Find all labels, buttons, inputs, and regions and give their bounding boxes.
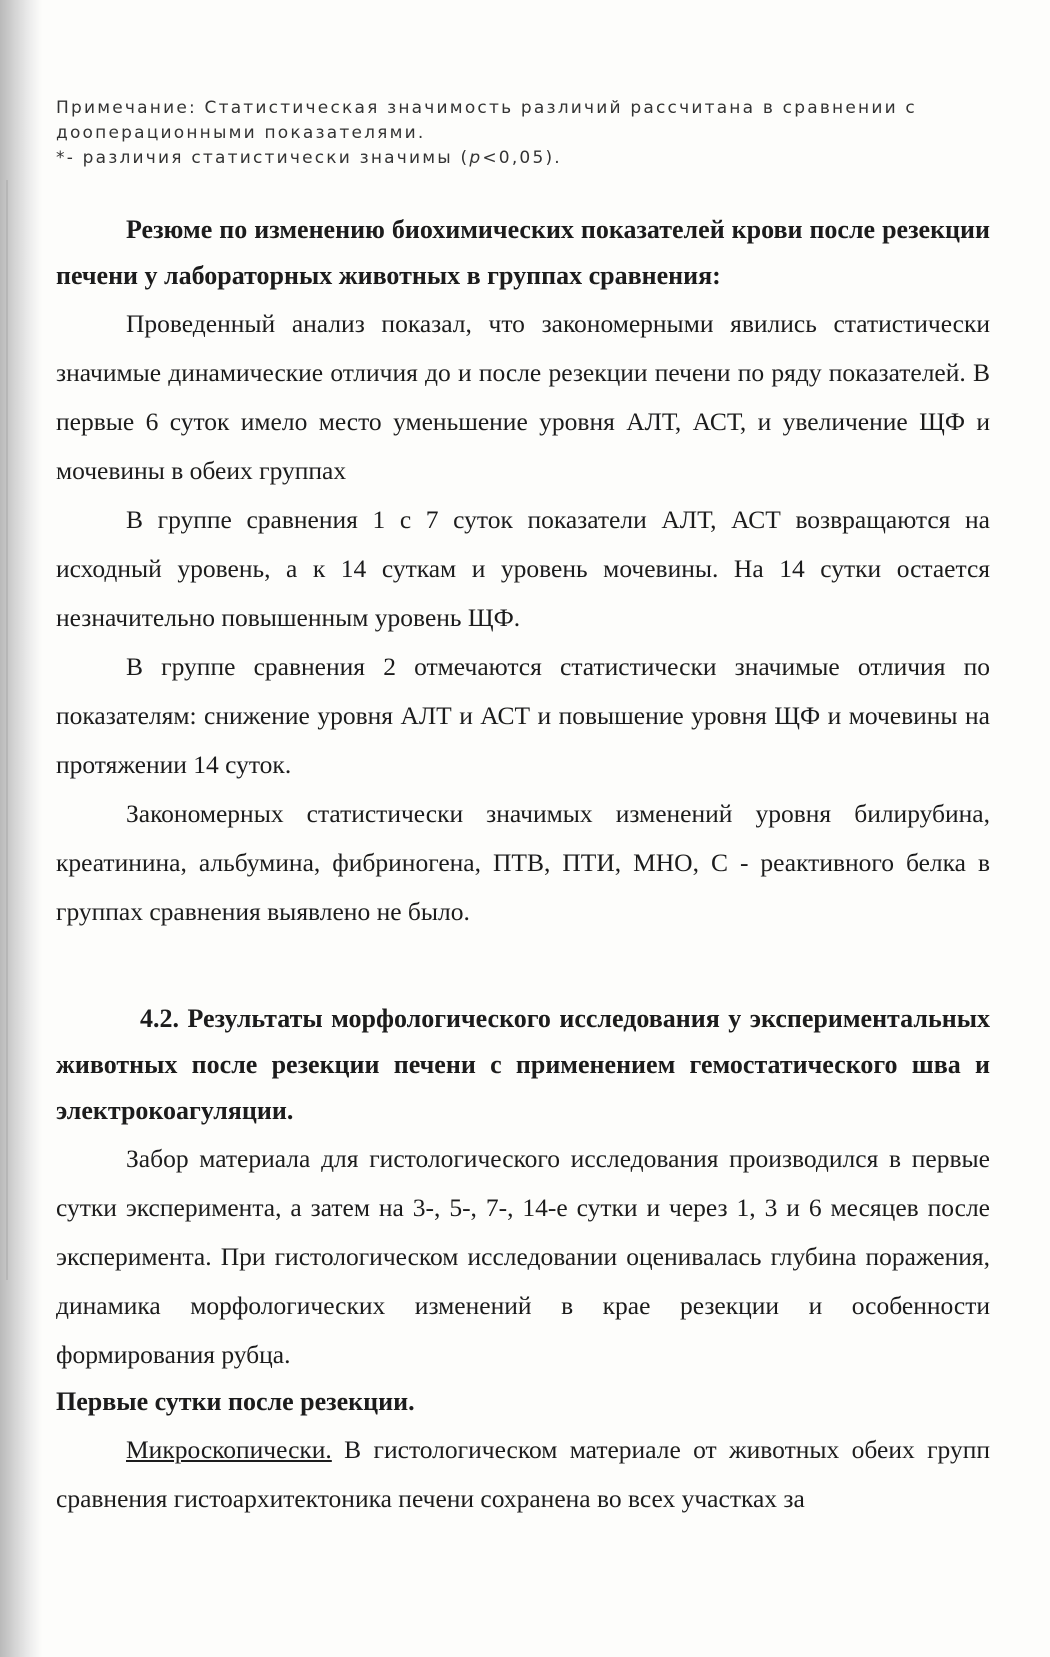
- section-heading: 4.2. Результаты морфологического исследования у экспериментальных животных после резекции печени с применением гемостатического шва и электрокоагуляции.: [56, 1004, 990, 1125]
- note-p-symbol: p: [469, 148, 483, 168]
- book-spine-shadow: [0, 0, 42, 1657]
- summary-paragraph-1: Проведенный анализ показал, что закономерными явились статистически значимые динамические отличия до и после резекции печени по ряду показателей. В первые 6 суток имело место уменьшение уровня АЛТ, АСТ, и увеличение ЩФ и мочевины в обеих группах: [56, 309, 990, 485]
- summary-paragraph-2: В группе сравнения 1 с 7 суток показатели АЛТ, АСТ возвращаются на исходный уровень, а к 14 суткам и уровень мочевины. На 14 сутки остается незначительно повышенным уровень ЩФ.: [56, 505, 990, 632]
- table-note: [56, 96, 990, 171]
- note-line-3: [56, 146, 990, 171]
- summary-paragraph-4: Закономерных статистически значимых изменений уровня билирубина, креатинина, альбумина, фибриногена, ПТВ, ПТИ, МНО, С - реактивного белка в группах сравнения выявлено не было.: [56, 799, 990, 926]
- summary-heading: Резюме по изменению биохимических показателей крови после резекции печени у лабораторных животных в группах сравнения:: [56, 215, 990, 290]
- section-paragraph: Забор материала для гистологического исследования производился в первые сутки эксперимента, а затем на 3-, 5-, 7-, 14-е сутки и через 1, 3 и 6 месяцев после эксперимента. При гистологическом исследовании оценивалась глубина поражения, динамика морфологических изменений в крае резекции и особенности формирования рубца.: [56, 1144, 990, 1369]
- document-page: [56, 96, 990, 1523]
- note-line-2: дооперационными показателями.: [56, 123, 426, 143]
- micro-text: В гистологическом материале от животных обеих групп сравнения гистоархитектоника печени сохранена во всех участках за: [56, 1435, 990, 1513]
- summary-paragraph-3: В группе сравнения 2 отмечаются статистически значимые отличия по показателям: снижение уровня АЛТ и АСТ и повышение уровня ЩФ и мочевины на протяжении 14 суток.: [56, 652, 990, 779]
- note-line-3-suffix: <0,05).: [482, 148, 562, 168]
- note-line-3-prefix: *- различия статистически значимы (: [56, 148, 470, 168]
- subsection-heading: Первые сутки после резекции.: [56, 1387, 415, 1416]
- micro-paragraph: [56, 1425, 990, 1523]
- note-line-1: Примечание: Статистическая значимость различий рассчитана в сравнении с: [56, 98, 917, 118]
- micro-label: Микроскопически.: [126, 1435, 332, 1464]
